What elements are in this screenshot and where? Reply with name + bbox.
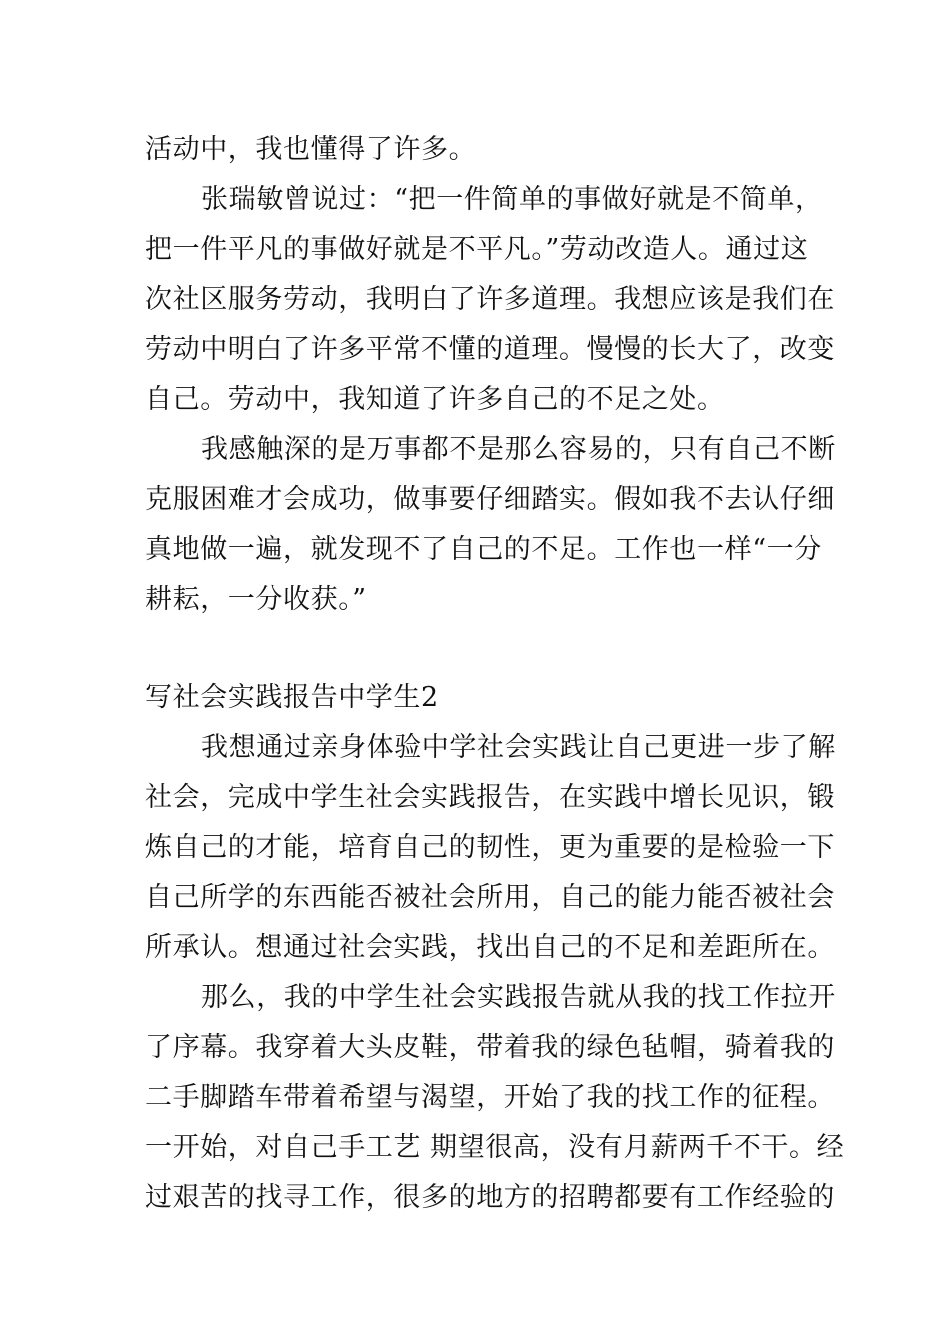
text-line: 自己所学的东西能否被社会所用，自己的能力能否被社会 (145, 882, 835, 913)
text-line: 次社区服务劳动，我明白了许多道理。我想应该是我们在 (145, 284, 835, 315)
text-line: 我感触深的是万事都不是那么容易的，只有自己不断 (201, 434, 836, 465)
text-line: 活动中，我也懂得了许多。 (145, 134, 477, 165)
text-line: 炼自己的才能，培育自己的韧性，更为重要的是检验一下 (145, 832, 835, 863)
text-line: 社会，完成中学生社会实践报告，在实践中增长见识，锻 (145, 782, 835, 813)
text-line: 二手脚踏车带着希望与渴望，开始了我的找工作的征程。 (145, 1082, 835, 1113)
text-line: 了序幕。我穿着大头皮鞋，带着我的绿色毡帽，骑着我的 (145, 1032, 835, 1063)
text-line: 真地做一遍，就发现不了自己的不足。工作也一样“一分 (145, 534, 822, 565)
text-line: 所承认。想通过社会实践，找出自己的不足和差距所在。 (145, 932, 835, 963)
text-line: 把一件平凡的事做好就是不平凡。”劳动改造人。通过这 (145, 234, 809, 265)
text-line: 自己。劳动中，我知道了许多自己的不足之处。 (145, 384, 725, 415)
text-line: 劳动中明白了许多平常不懂的道理。慢慢的长大了，改变 (145, 334, 835, 365)
text-line: 张瑞敏曾说过：“把一件简单的事做好就是不简单， (201, 184, 823, 215)
section-heading: 写社会实践报告中学生2 (145, 682, 439, 713)
text-line: 克服困难才会成功，做事要仔细踏实。假如我不去认仔细 (145, 484, 835, 515)
text-line: 我想通过亲身体验中学社会实践让自己更进一步了解 (201, 732, 836, 763)
text-line: 过艰苦的找寻工作，很多的地方的招聘都要有工作经验的 (145, 1182, 835, 1213)
text-line: 耕耘，一分收获。” (145, 584, 367, 615)
text-line: 那么，我的中学生社会实践报告就从我的找工作拉开 (201, 982, 836, 1013)
text-line: 一开始，对自己手工艺 期望很高，没有月薪两千不干。经 (145, 1132, 845, 1163)
